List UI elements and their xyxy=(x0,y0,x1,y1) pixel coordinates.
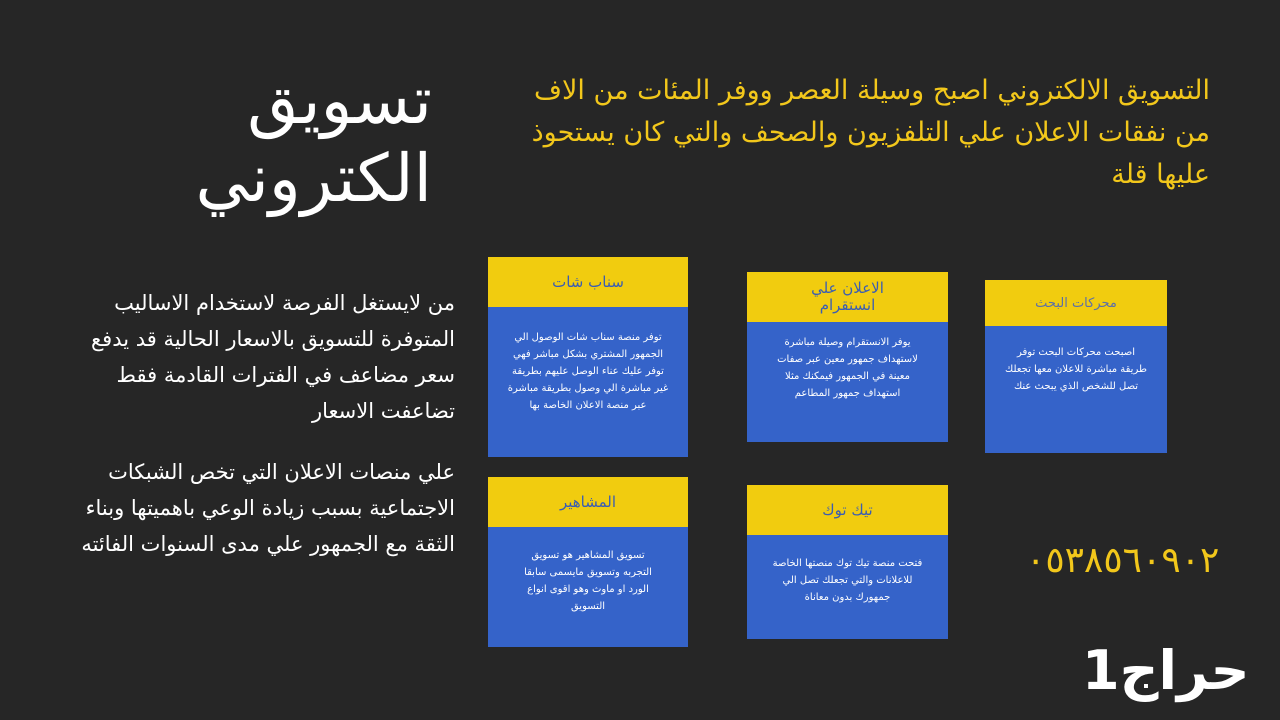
title-line-2: الكتروني xyxy=(195,140,432,217)
card-celebrities-title: المشاهير xyxy=(488,477,688,527)
card-celebrities-body: تسويق المشاهير هو تسويق التجربه وتسويق مايسمى سابقا الورد او ماوث وهو اقوى انواع التسويق xyxy=(524,550,652,612)
card-instagram xyxy=(747,272,948,442)
card-instagram-body: يوفر الانستقرام وصيلة مباشرة لاستهداف جمهور معين عبر صفات معينة في الجمهور فيمكنك مثلا استهداف جمهور المطاعم xyxy=(777,337,918,399)
phone-number: ٠٥٣٨٥٦٠٩٠٢ xyxy=(1026,540,1220,581)
card-search-title: محركات البحث xyxy=(985,280,1167,326)
card-celebrities xyxy=(488,477,688,647)
card-snapchat-title: سناب شات xyxy=(488,257,688,307)
brand-logo: حراج1 xyxy=(1082,639,1250,702)
page-title xyxy=(150,62,432,218)
left-paragraph-1: من لايستغل الفرصة لاستخدام الاساليب المتوفرة للتسويق بالاسعار الحالية قد يدفع سعر مضاعف في الفترات القادمة فقط تضاعفت الاسعار xyxy=(90,291,455,423)
intro-text: التسويق الالكتروني اصبح وسيلة العصر ووفر المئات من الاف من نفقات الاعلان علي التلفزيون والصحف والتي كان يستحوذ عليها قلة xyxy=(531,75,1210,190)
card-instagram-title: الاعلان علي انستقرام xyxy=(747,272,948,322)
card-tiktok-body: فتحت منصة تيك توك منصتها الخاصة للاعلانات والتي تجعلك تصل الي جمهورك بدون معاناة xyxy=(772,558,923,603)
title-line-1: تسويق xyxy=(247,62,432,139)
card-search-body: اصبحت محركات البحث توفر طريقة مباشرة للاعلان معها تجعلك تصل للشخص الذي يبحث عنك xyxy=(1005,347,1147,392)
left-paragraph-2: علي منصات الاعلان التي تخص الشبكات الاجتماعية بسبب زيادة الوعي باهميتها وبناء الثقة مع الجمهور علي مدى السنوات الفائته xyxy=(81,460,455,556)
card-snapchat-body: توفر منصة سناب شات الوصول الي الجمهور المشتري بشكل مباشر فهي توفر عليك عناء الوصل عليهم بطريقة غير مباشرة الي وصول بطريقة مباشرة عبر منصة الاعلان الخاصة بها xyxy=(507,332,669,411)
card-search xyxy=(985,280,1167,453)
card-tiktok xyxy=(747,485,948,639)
card-tiktok-title: تيك توك xyxy=(747,485,948,535)
card-snapchat xyxy=(488,257,688,457)
